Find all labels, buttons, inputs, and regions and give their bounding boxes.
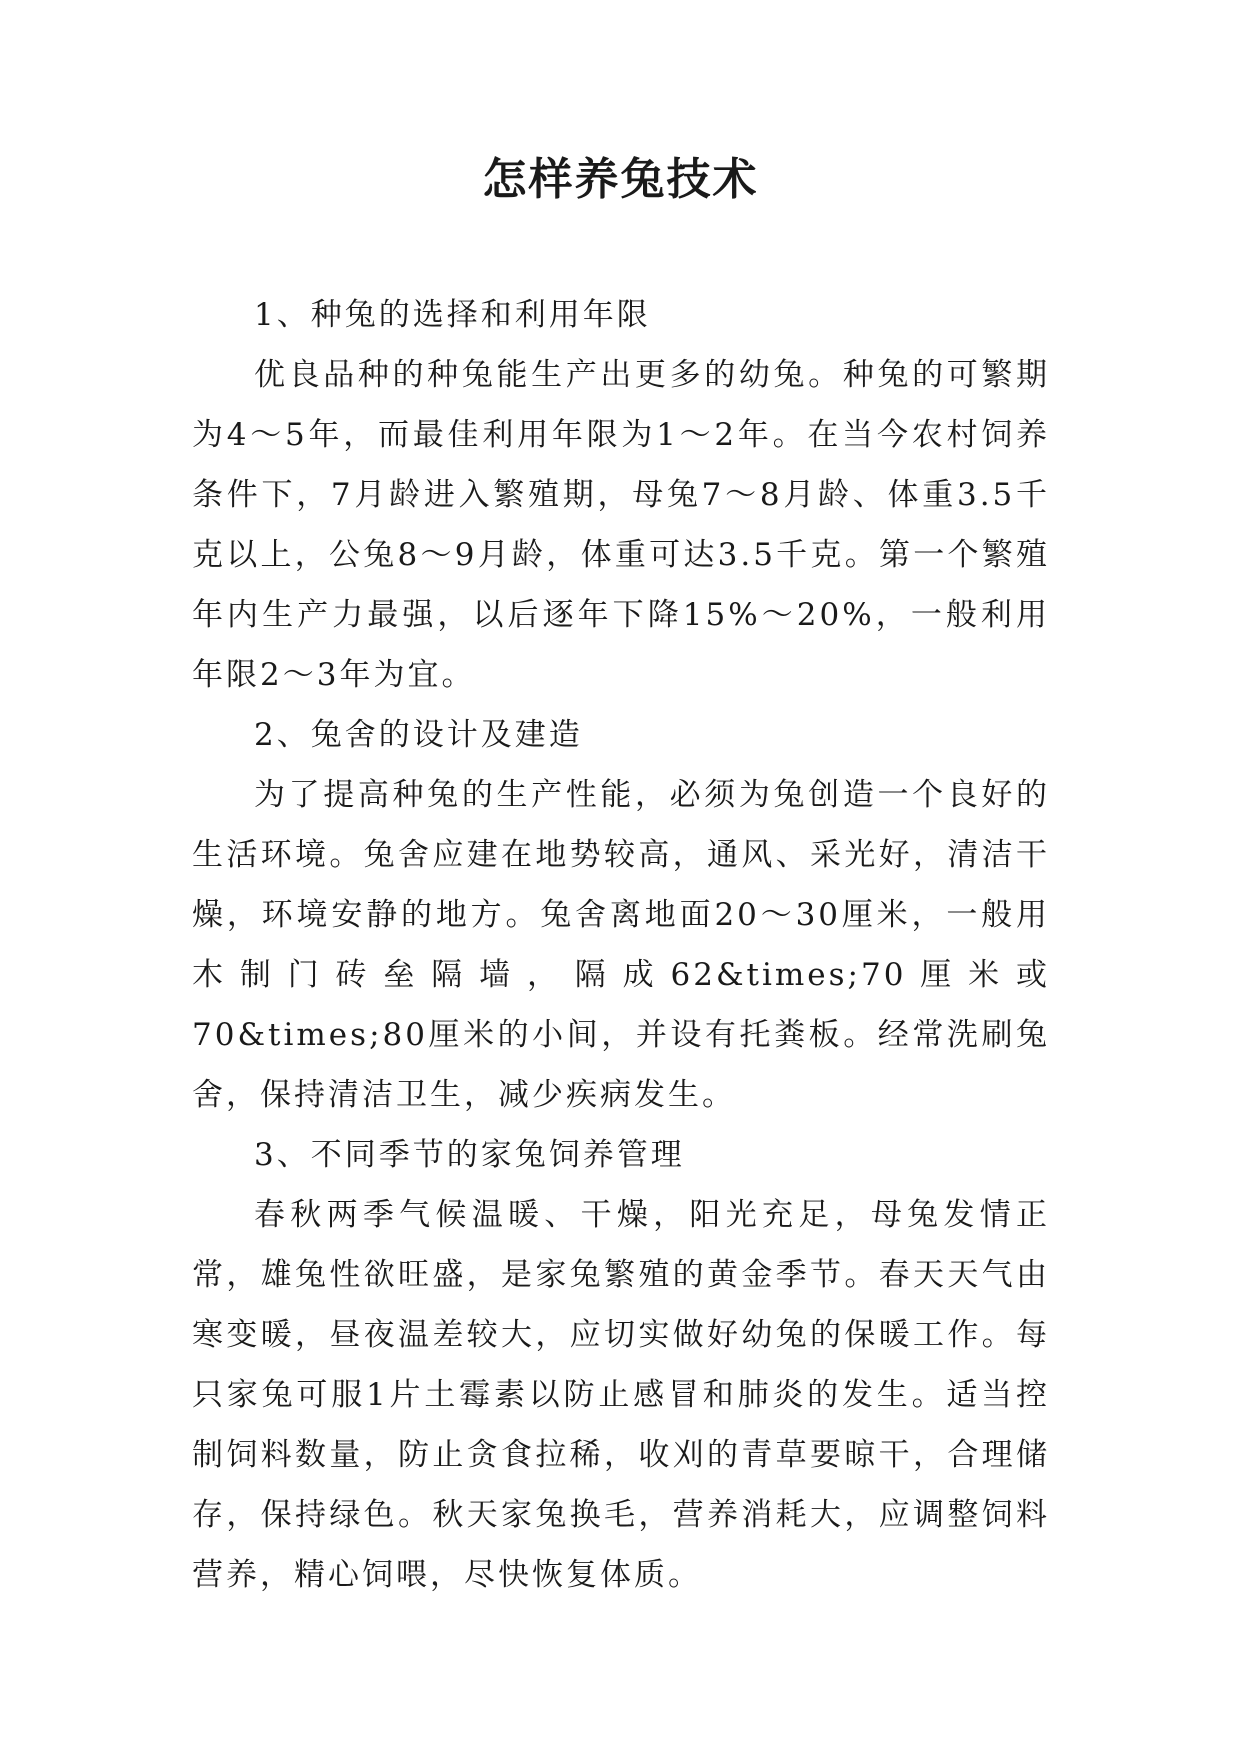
section-heading-2: 2、兔舍的设计及建造 <box>254 717 583 753</box>
section-heading-3: 3、不同季节的家兔饲养管理 <box>254 1137 685 1173</box>
document-title: 怎样养兔技术 <box>482 154 759 205</box>
document-body <box>192 285 1050 1605</box>
section-paragraph-1: 优良品种的种兔能生产出更多的幼兔。种兔的可繁期为4～5年，而最佳利用年限为1～2年。在当今农村饲养条件下，7月龄进入繁殖期，母兔7～8月龄、体重3.5千克以上，公兔8～9月龄，体重可达3.5千克。第一个繁殖年内生产力最强，以后逐年下降15%～20%，一般利用年限2～3年为宜。 <box>192 357 1050 693</box>
section-heading-1: 1、种兔的选择和利用年限 <box>254 297 651 333</box>
section-paragraph-3: 春秋两季气候温暖、干燥，阳光充足，母兔发情正常，雄兔性欲旺盛，是家兔繁殖的黄金季节。春天天气由寒变暖，昼夜温差较大，应切实做好幼兔的保暖工作。每只家兔可服1片土霉素以防止感冒和肺炎的发生。适当控制饲料数量，防止贪食拉稀，收刈的青草要晾干，合理储存，保持绿色。秋天家兔换毛，营养消耗大，应调整饲料营养，精心饲喂，尽快恢复体质。 <box>192 1197 1050 1593</box>
section-paragraph-2: 为了提高种兔的生产性能，必须为兔创造一个良好的生活环境。兔舍应建在地势较高，通风、采光好，清洁干燥，环境安静的地方。兔舍离地面20～30厘米，一般用木制门砖垒隔墙，隔成62&times;70厘米或70&times;80厘米的小间，并设有托粪板。经常洗刷兔舍，保持清洁卫生，减少疾病发生。 <box>192 777 1050 1113</box>
